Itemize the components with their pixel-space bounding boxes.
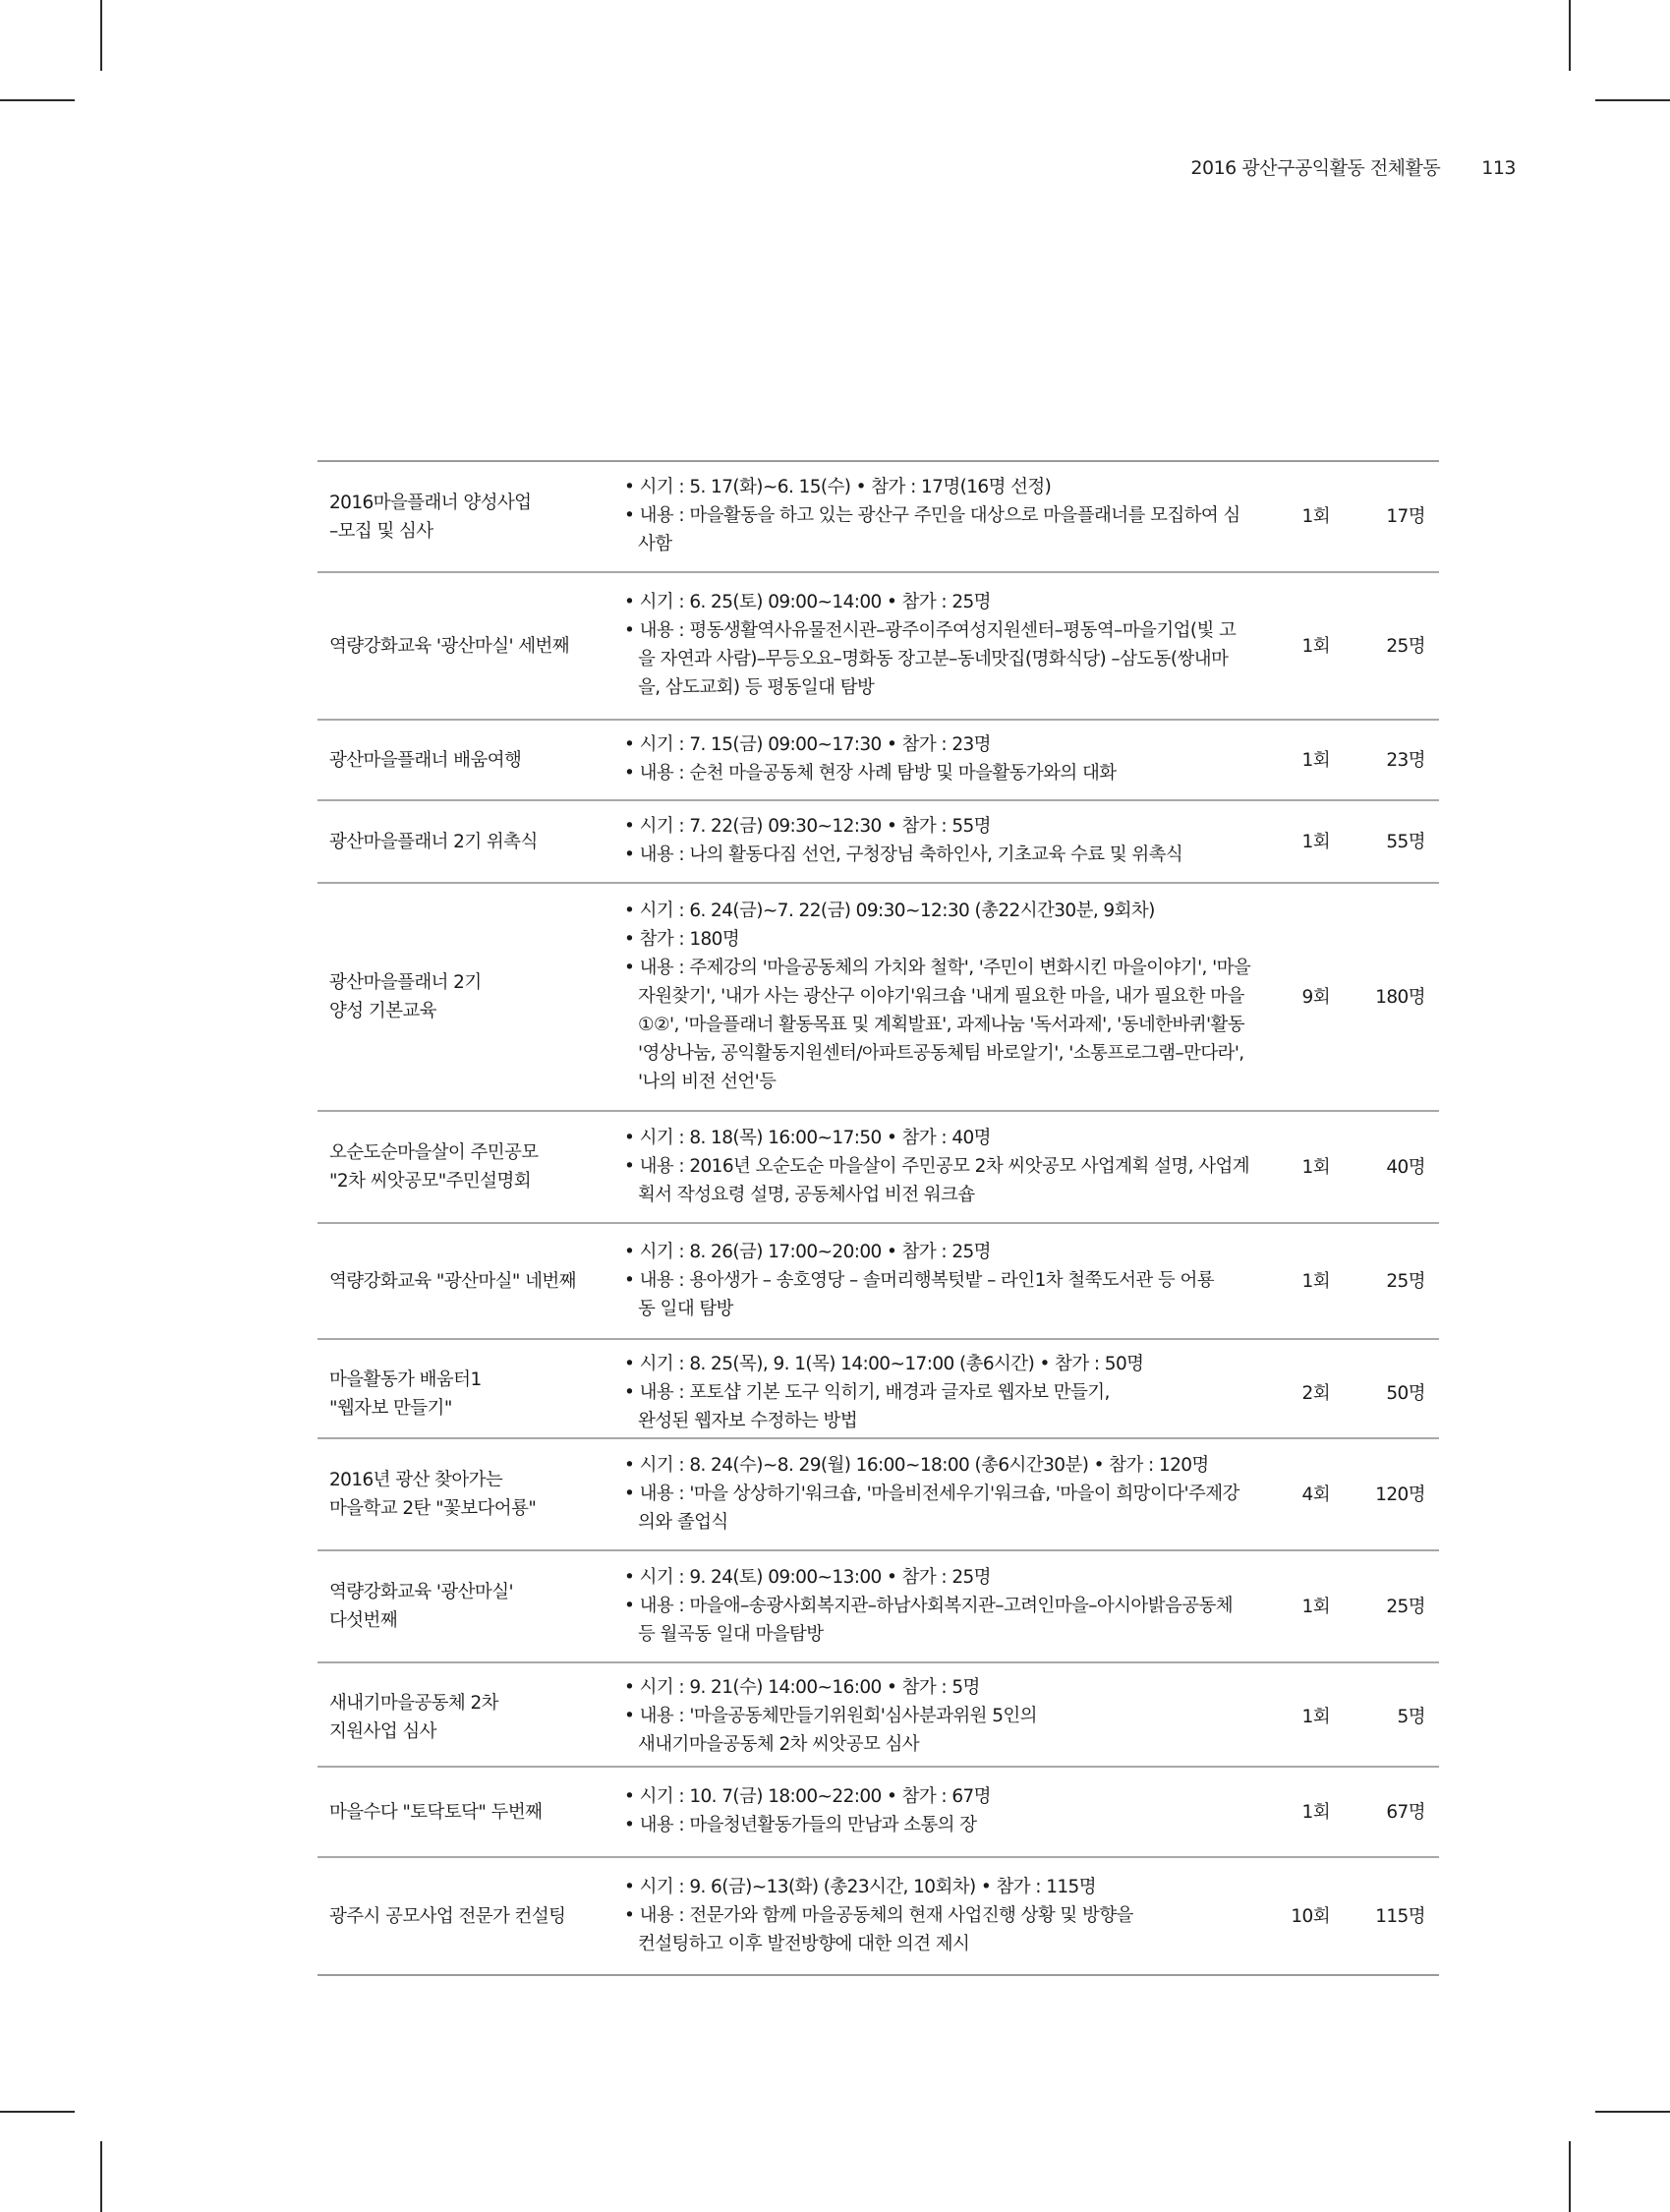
detail-line: 사함 — [638, 534, 672, 554]
participant-count: 50명 — [1386, 1383, 1425, 1404]
table-row — [317, 462, 1439, 571]
activity-title — [317, 1267, 612, 1296]
table-row — [317, 1222, 1439, 1338]
session-count: 9회 — [1301, 986, 1330, 1008]
session-count: 1회 — [1301, 635, 1330, 657]
detail-line: • 내용 : 전문가와 함께 마을공동체의 현재 사업진행 상황 및 방향을 — [624, 1904, 1133, 1926]
activity-title-line: 역량강화교육 '광산마실' — [329, 1582, 513, 1602]
detail-line: • 내용 : 2016년 오순도순 마을살이 주민공모 2차 씨앗공모 사업계획 설명, 사업계 — [624, 1155, 1250, 1177]
participant-count: 115명 — [1375, 1905, 1425, 1927]
activity-title — [317, 968, 612, 1025]
detail-line: • 내용 : 평동생활역사유물전시관–광주이주여성지원센터–평동역–마을기업(빛 고 — [624, 620, 1237, 641]
detail-line: • 내용 : '마을공동체만들기위원회'심사분과위원 5인의 — [624, 1706, 1037, 1726]
activity-title — [317, 746, 612, 775]
activity-title-line: 양성 기본교육 — [329, 1001, 436, 1021]
detail-line: 을 자연과 사람)–무등오요–명화동 장고분–동네맛집(명화식당) –삼도동(쌍내마 — [638, 649, 1229, 669]
session-count: 1회 — [1301, 1270, 1330, 1292]
activity-title-line: 2016년 광산 찾아가는 — [329, 1470, 503, 1490]
session-count: 1회 — [1301, 1707, 1330, 1727]
crop-mark — [0, 99, 75, 101]
running-head — [1190, 153, 1516, 180]
detail-line: • 내용 : 마을청년활동가들의 만남과 소통의 장 — [624, 1815, 977, 1835]
participant-count: 17명 — [1386, 506, 1425, 527]
activity-title — [317, 632, 612, 661]
detail-line: • 시기 : 10. 7(금) 18:00~22:00 • 참가 : 67명 — [624, 1786, 991, 1807]
participant-count: 67명 — [1386, 1801, 1425, 1823]
participant-count: 23명 — [1386, 749, 1425, 771]
crop-mark — [0, 2111, 75, 2113]
detail-line: • 참가 : 180명 — [624, 928, 740, 950]
table-row — [317, 882, 1439, 1110]
table-row — [317, 1110, 1439, 1222]
table-row — [317, 1549, 1439, 1661]
table-row — [317, 1856, 1439, 1974]
detail-line: • 내용 : 마을활동을 하고 있는 광산구 주민을 대상으로 마을플래너를 모집하여 심 — [624, 505, 1240, 526]
detail-line: • 내용 : 용아생가 – 송호영당 – 솔머리행복텃밭 – 라인1차 철쭉도서관 등 어룡 — [624, 1269, 1215, 1291]
activity-details — [612, 1663, 1256, 1771]
detail-line: 자원찾기', '내가 사는 광산구 이야기'워크숍 '내게 필요한 마을, 내가 필요한 마을 — [638, 985, 1244, 1007]
activity-title — [317, 1138, 612, 1195]
activity-details — [612, 1114, 1256, 1221]
activity-title-line: 광산마을플래너 2기 위촉식 — [329, 831, 538, 852]
activity-title — [317, 828, 612, 856]
activity-details — [612, 1441, 1256, 1548]
detail-line: • 시기 : 8. 18(목) 16:00~17:50 • 참가 : 40명 — [624, 1127, 991, 1148]
session-count: 1회 — [1301, 1156, 1330, 1178]
activity-title-line: –모집 및 심사 — [329, 520, 433, 542]
crop-mark — [1569, 2141, 1571, 2212]
activity-title-line: 마을학교 2탄 "꽃보다어룡" — [329, 1498, 537, 1519]
crop-mark — [1595, 2111, 1670, 2113]
activity-title-line: 광주시 공모사업 전문가 컨설팅 — [329, 1905, 566, 1927]
table-row — [317, 1766, 1439, 1856]
detail-line: 의와 졸업식 — [638, 1511, 728, 1533]
detail-line: '나의 비전 선언'등 — [638, 1071, 777, 1092]
activity-table — [317, 460, 1439, 1976]
detail-line: • 시기 : 7. 15(금) 09:00~17:30 • 참가 : 23명 — [624, 734, 991, 755]
participant-count: 180명 — [1375, 986, 1425, 1008]
detail-line: • 내용 : 마을애–송광사회복지관–하남사회복지관–고려인마을–아시아밝음공동체 — [624, 1595, 1234, 1616]
activity-title-line: 역량강화교육 '광산마실' 세번째 — [329, 635, 570, 657]
crop-mark — [100, 2141, 102, 2212]
participant-count: 55명 — [1386, 831, 1425, 852]
session-count: 1회 — [1301, 831, 1330, 852]
detail-line: • 내용 : 순천 마을공동체 현장 사례 탐방 및 마을활동가와의 대화 — [624, 763, 1117, 784]
activity-title — [317, 1366, 612, 1423]
detail-line: 획서 작성요령 설명, 공동체사업 비전 워크숍 — [638, 1184, 975, 1205]
crop-mark — [100, 0, 102, 71]
activity-details — [612, 463, 1256, 570]
running-title: 2016 광산구공익활동 전체활동 — [1190, 157, 1441, 179]
activity-title-line: 다섯번째 — [329, 1610, 398, 1631]
detail-line: 을, 삼도교회) 등 평동일대 탐방 — [638, 677, 875, 698]
activity-details — [612, 1228, 1256, 1335]
table-row — [317, 1437, 1439, 1549]
activity-details — [612, 578, 1256, 714]
detail-line: • 시기 : 5. 17(화)~6. 15(수) • 참가 : 17명(16명 선정) — [624, 477, 1052, 497]
detail-line: • 내용 : '마을 상상하기'워크숍, '마을비전세우기'워크숍, '마을이 희망이다'주제강 — [624, 1483, 1239, 1504]
detail-line: • 내용 : 나의 활동다짐 선언, 구청장님 축하인사, 기초교육 수료 및 위촉식 — [624, 844, 1183, 865]
activity-details — [612, 887, 1256, 1108]
activity-details — [612, 802, 1256, 881]
activity-title-line: 마을수다 "토닥토닥" 두번째 — [329, 1801, 543, 1823]
detail-line: • 시기 : 8. 25(목), 9. 1(목) 14:00~17:00 (총6시간) • 참가 : 50명 — [624, 1354, 1144, 1374]
table-row — [317, 1338, 1439, 1437]
activity-title — [317, 1798, 612, 1827]
activity-title-line: 2016마을플래너 양성사업 — [329, 492, 532, 513]
detail-line: • 시기 : 6. 25(토) 09:00~14:00 • 참가 : 25명 — [624, 592, 991, 612]
participant-count: 120명 — [1375, 1484, 1425, 1505]
activity-title-line: 역량강화교육 "광산마실" 네번째 — [329, 1270, 576, 1292]
detail-line: 완성된 웹자보 수정하는 방법 — [638, 1411, 858, 1431]
table-row — [317, 571, 1439, 719]
detail-line: • 시기 : 8. 26(금) 17:00~20:00 • 참가 : 25명 — [624, 1241, 991, 1262]
participant-count: 25명 — [1386, 1596, 1425, 1617]
table-row — [317, 799, 1439, 882]
detail-line: • 내용 : 포토샵 기본 도구 익히기, 배경과 글자로 웹자보 만들기, — [624, 1382, 1110, 1403]
crop-mark — [1569, 0, 1571, 71]
session-count: 2회 — [1301, 1383, 1330, 1404]
detail-line: 새내기마을공동체 2차 씨앗공모 심사 — [638, 1734, 920, 1755]
activity-title-line: 광산마을플래너 2기 — [329, 972, 482, 993]
page-number: 113 — [1481, 157, 1516, 179]
participant-count: 25명 — [1386, 1270, 1425, 1292]
participant-count: 5명 — [1397, 1707, 1425, 1727]
activity-title-line: 지원사업 심사 — [329, 1720, 436, 1742]
activity-title — [317, 489, 612, 546]
detail-line: 컨설팅하고 이후 발전방향에 대한 의견 제시 — [638, 1933, 970, 1954]
detail-line: • 시기 : 9. 21(수) 14:00~16:00 • 참가 : 5명 — [624, 1677, 980, 1698]
activity-details — [612, 1863, 1256, 1970]
detail-line: • 시기 : 9. 24(토) 09:00~13:00 • 참가 : 25명 — [624, 1566, 991, 1588]
detail-line: ①②', '마을플래너 활동목표 및 계획발표', 과제나눔 '독서과제', '동네한바퀴'활동 — [638, 1014, 1245, 1035]
detail-line: 등 월곡동 일대 마을탐방 — [638, 1623, 824, 1645]
activity-title — [317, 1578, 612, 1635]
session-count: 10회 — [1291, 1905, 1330, 1927]
activity-title-line: 오순도순마을살이 주민공모 — [329, 1142, 539, 1163]
detail-line: • 시기 : 8. 24(수)~8. 29(월) 16:00~18:00 (총6시간30분) • 참가 : 120명 — [624, 1454, 1209, 1476]
table-row — [317, 719, 1439, 799]
activity-title-line: 마을활동가 배움터1 — [329, 1368, 482, 1390]
session-count: 1회 — [1301, 1801, 1330, 1823]
activity-title — [317, 1902, 612, 1931]
detail-line: • 시기 : 9. 6(금)~13(화) (총23시간, 10회차) • 참가 : 115명 — [624, 1876, 1096, 1897]
participant-count: 25명 — [1386, 635, 1425, 657]
activity-title-line: 광산마을플래너 배움여행 — [329, 749, 522, 771]
detail-line: • 시기 : 7. 22(금) 09:30~12:30 • 참가 : 55명 — [624, 816, 991, 837]
activity-title-line: 새내기마을공동체 2차 — [329, 1692, 498, 1714]
activity-title — [317, 1466, 612, 1523]
detail-line: • 내용 : 주제강의 '마을공동체의 가치와 철학', '주민이 변화시킨 마을이야기', '마을 — [624, 957, 1251, 978]
table-row — [317, 1661, 1439, 1766]
crop-mark — [1595, 99, 1670, 101]
activity-details — [612, 1553, 1256, 1660]
session-count: 1회 — [1301, 506, 1330, 527]
activity-details — [612, 1773, 1256, 1851]
participant-count: 40명 — [1386, 1156, 1425, 1178]
activity-title-line: "2차 씨앗공모"주민설명회 — [329, 1171, 531, 1192]
activity-details — [612, 1340, 1256, 1447]
session-count: 1회 — [1301, 749, 1330, 771]
activity-title-line: "웹자보 만들기" — [329, 1397, 452, 1419]
session-count: 1회 — [1301, 1596, 1330, 1617]
detail-line: 동 일대 탐방 — [638, 1298, 733, 1319]
session-count: 4회 — [1301, 1484, 1330, 1505]
detail-line: • 시기 : 6. 24(금)~7. 22(금) 09:30~12:30 (총22시간30분, 9회차) — [624, 900, 1155, 921]
detail-line: '영상나눔, 공익활동지원센터/아파트공동체팀 바로알기', '소통프로그램–만다라', — [638, 1042, 1244, 1064]
activity-details — [612, 721, 1256, 799]
activity-title — [317, 1689, 612, 1746]
